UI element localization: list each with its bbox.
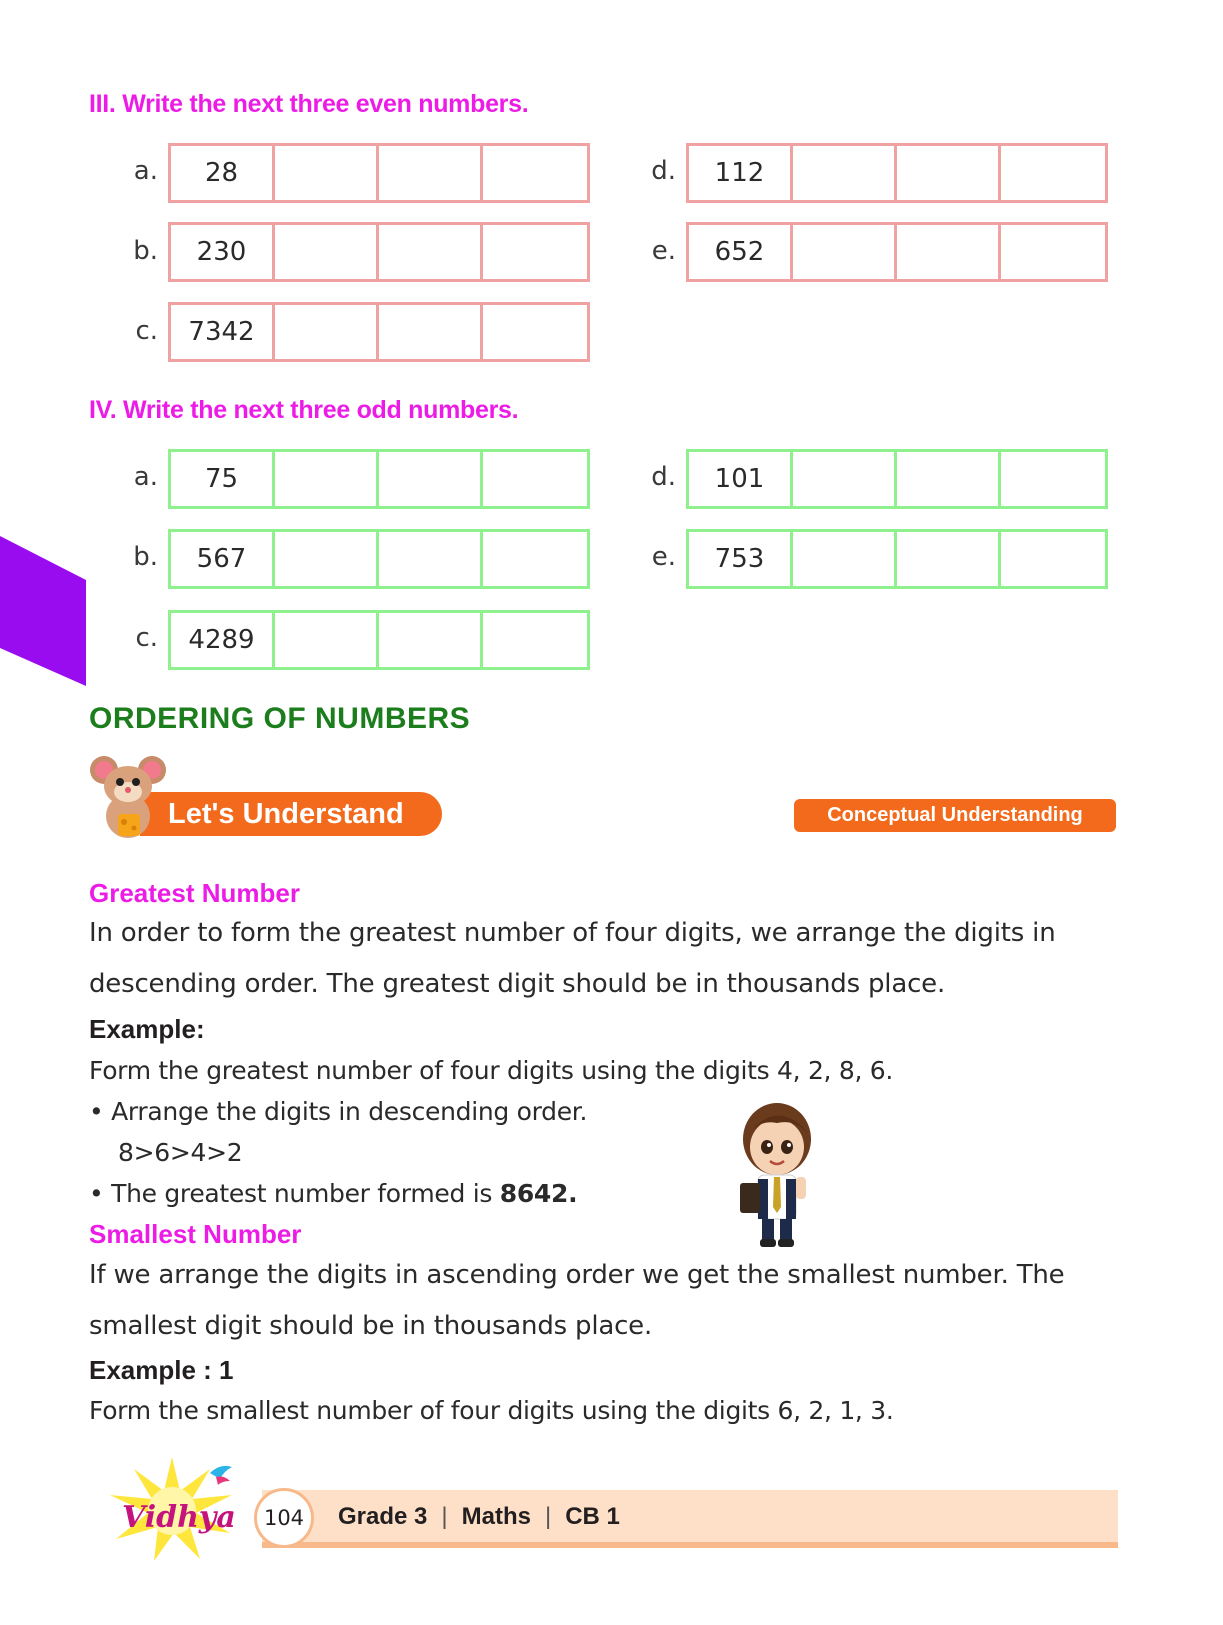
page-number xyxy=(254,1488,314,1548)
example-1-label: Example : 1 xyxy=(89,1355,234,1385)
row-label: b. xyxy=(133,542,158,572)
answer-box[interactable] xyxy=(483,613,587,667)
ordering-heading: ORDERING OF NUMBERS xyxy=(89,702,471,735)
answer-box[interactable] xyxy=(897,225,1001,279)
even-row-e xyxy=(686,222,1108,282)
even-row-c xyxy=(168,302,590,362)
answer-box[interactable] xyxy=(275,532,379,586)
result-prefix: • The greatest number formed is xyxy=(89,1179,500,1208)
answer-box[interactable] xyxy=(793,146,897,200)
odd-row-e xyxy=(686,529,1108,589)
row-label: d. xyxy=(651,462,676,492)
footer-underline xyxy=(262,1542,1118,1548)
answer-box[interactable] xyxy=(275,146,379,200)
answer-box[interactable] xyxy=(483,305,587,359)
answer-box[interactable] xyxy=(275,305,379,359)
answer-box[interactable] xyxy=(275,613,379,667)
answer-box[interactable] xyxy=(483,532,587,586)
answer-box[interactable] xyxy=(379,452,483,506)
odd-row-a xyxy=(168,449,590,509)
greatest-paragraph-line-1: In order to form the greatest number of four digits, we arrange the digits in xyxy=(89,918,1056,948)
answer-box[interactable] xyxy=(793,225,897,279)
mouse-mascot-icon xyxy=(88,752,168,842)
row-label: c. xyxy=(135,623,158,653)
answer-box[interactable] xyxy=(483,225,587,279)
row-label: e. xyxy=(651,542,676,572)
row-label: a. xyxy=(133,462,158,492)
answer-box[interactable] xyxy=(1001,452,1105,506)
section-3-title: III. Write the next three even numbers. xyxy=(89,90,529,118)
logo-wordmark: Vidhya xyxy=(122,1500,236,1535)
odd-row-d xyxy=(686,449,1108,509)
row-label: c. xyxy=(135,316,158,346)
section-4-title: IV. Write the next three odd numbers. xyxy=(89,396,519,424)
row-label: a. xyxy=(133,156,158,186)
descending-order-line: 8>6>4>2 xyxy=(118,1138,243,1167)
answer-box[interactable] xyxy=(379,613,483,667)
row-label: d. xyxy=(651,156,676,186)
greatest-number-heading: Greatest Number xyxy=(89,878,300,908)
smallest-paragraph-line-1: If we arrange the digits in ascending order we get the smallest number. The xyxy=(89,1260,1065,1290)
boy-character-illustration xyxy=(734,1097,820,1247)
separator: | xyxy=(544,1503,552,1530)
answer-box[interactable] xyxy=(483,452,587,506)
greatest-example-text: Form the greatest number of four digits using the digits 4, 2, 8, 6. xyxy=(89,1056,893,1085)
given-number: 567 xyxy=(171,532,275,586)
answer-box[interactable] xyxy=(897,452,1001,506)
even-row-d xyxy=(686,143,1108,203)
bullet-arrange: • Arrange the digits in descending order. xyxy=(89,1097,588,1126)
row-label: b. xyxy=(133,236,158,266)
given-number: 101 xyxy=(689,452,793,506)
smallest-example-text: Form the smallest number of four digits using the digits 6, 2, 1, 3. xyxy=(89,1396,894,1425)
answer-box[interactable] xyxy=(793,452,897,506)
banner-label: Let's Understand xyxy=(168,797,404,830)
odd-row-c xyxy=(168,610,590,670)
given-number: 753 xyxy=(689,532,793,586)
answer-box[interactable] xyxy=(1001,225,1105,279)
answer-box[interactable] xyxy=(379,305,483,359)
result-value: 8642. xyxy=(499,1179,578,1208)
answer-box[interactable] xyxy=(897,146,1001,200)
grade-label: Grade 3 xyxy=(338,1503,428,1530)
subject-label: Maths xyxy=(461,1503,531,1530)
given-number: 230 xyxy=(171,225,275,279)
conceptual-understanding-tag xyxy=(794,799,1116,832)
given-number: 28 xyxy=(171,146,275,200)
answer-box[interactable] xyxy=(1001,532,1105,586)
answer-box[interactable] xyxy=(275,225,379,279)
book-label: CB 1 xyxy=(565,1503,620,1530)
side-tab-decoration xyxy=(0,536,86,686)
answer-box[interactable] xyxy=(275,452,379,506)
answer-box[interactable] xyxy=(483,146,587,200)
smallest-number-heading: Smallest Number xyxy=(89,1219,302,1249)
answer-box[interactable] xyxy=(379,532,483,586)
given-number: 652 xyxy=(689,225,793,279)
example-label: Example: xyxy=(89,1014,205,1044)
given-number: 75 xyxy=(171,452,275,506)
page-number-text: 104 xyxy=(263,1506,305,1530)
answer-box[interactable] xyxy=(793,532,897,586)
bullet-greatest-result xyxy=(89,1179,577,1208)
given-number: 112 xyxy=(689,146,793,200)
smallest-paragraph-line-2: smallest digit should be in thousands place. xyxy=(89,1311,653,1341)
even-row-a xyxy=(168,143,590,203)
row-label: e. xyxy=(651,236,676,266)
given-number: 4289 xyxy=(171,613,275,667)
tag-label: Conceptual Understanding xyxy=(827,804,1083,826)
answer-box[interactable] xyxy=(379,146,483,200)
footer-book-info xyxy=(338,1503,620,1531)
separator: | xyxy=(441,1503,448,1530)
answer-box[interactable] xyxy=(379,225,483,279)
given-number: 7342 xyxy=(171,305,275,359)
answer-box[interactable] xyxy=(1001,146,1105,200)
lets-understand-banner xyxy=(140,792,442,836)
greatest-paragraph-line-2: descending order. The greatest digit should be in thousands place. xyxy=(89,969,946,999)
even-row-b xyxy=(168,222,590,282)
odd-row-b xyxy=(168,529,590,589)
answer-box[interactable] xyxy=(897,532,1001,586)
